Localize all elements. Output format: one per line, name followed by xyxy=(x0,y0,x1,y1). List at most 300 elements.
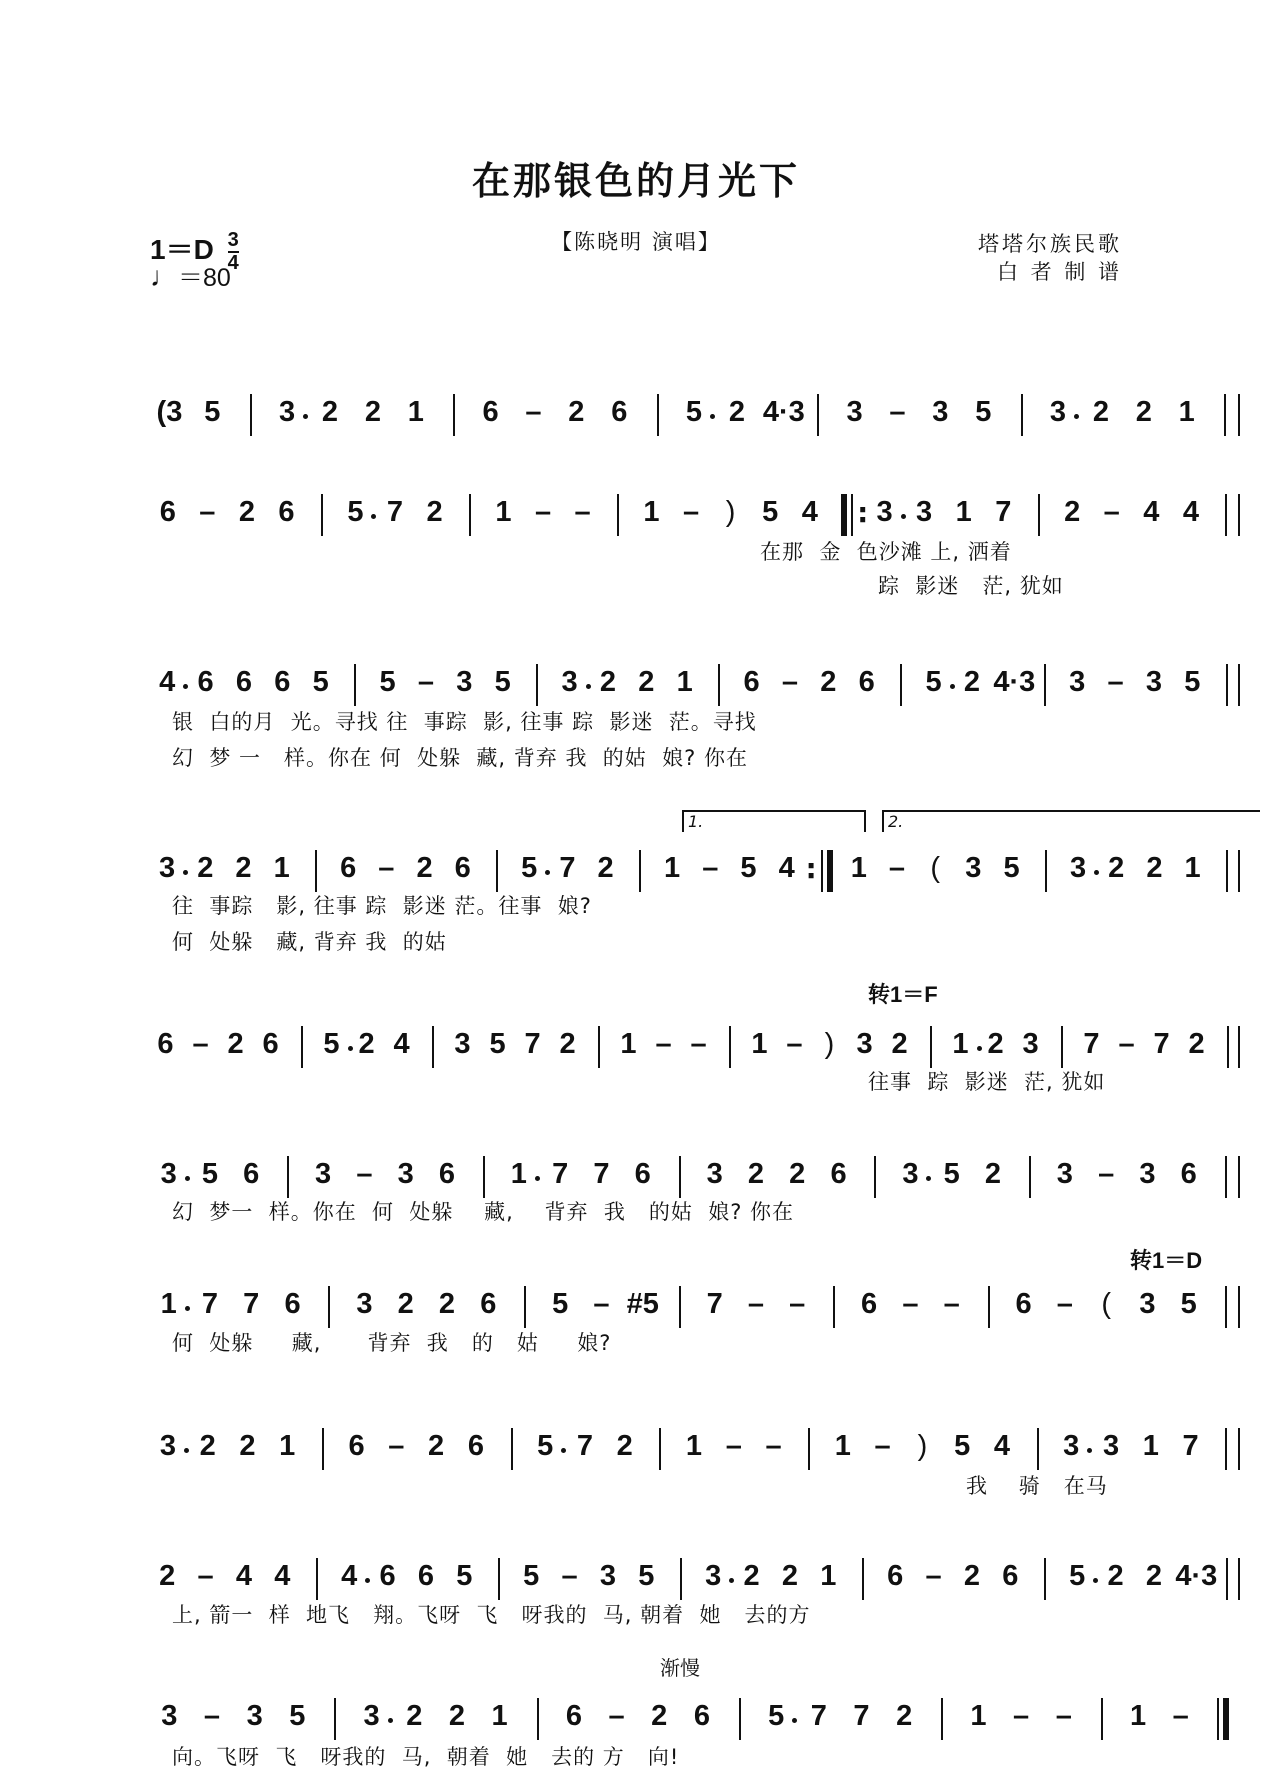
note: 2 xyxy=(364,396,381,428)
sustain-dash: – xyxy=(197,1560,214,1592)
note: 1 xyxy=(955,496,972,528)
note: 5 xyxy=(379,666,396,698)
note: 3 xyxy=(965,852,982,884)
barline xyxy=(659,1428,661,1470)
note: 5 xyxy=(521,852,538,884)
note: 4·3 xyxy=(993,666,1036,698)
lyric-row-4-verse-1: 往 事踪 影, 往事 踪 影迷 茫。往事 娘? xyxy=(172,894,592,918)
note: 2 xyxy=(896,1700,913,1732)
note: 4 xyxy=(993,1430,1011,1462)
note: 6 xyxy=(438,1158,456,1190)
note: 2 xyxy=(235,852,252,884)
note: 7 xyxy=(995,496,1012,528)
note: 3 xyxy=(1049,396,1067,428)
note: 3 xyxy=(876,496,893,528)
note: 7 xyxy=(201,1288,218,1320)
note: 1 xyxy=(970,1700,987,1732)
modulation-to-f: 转1＝F xyxy=(868,982,938,1007)
note: 6 xyxy=(830,1158,847,1190)
note: 6 xyxy=(379,1560,396,1592)
barline xyxy=(328,1286,330,1328)
barline xyxy=(1225,494,1227,536)
note: 6 xyxy=(284,1288,301,1320)
note: 3 xyxy=(1069,852,1087,884)
barline xyxy=(941,1698,943,1740)
note: 6 xyxy=(235,666,253,698)
note: 1 xyxy=(952,1028,969,1060)
note: 3 xyxy=(161,1700,178,1732)
note: 1 xyxy=(820,1560,837,1592)
barline xyxy=(817,394,819,436)
score-row-8 xyxy=(148,1418,1199,1470)
note: 5 xyxy=(204,396,221,428)
score-row-4 xyxy=(148,840,1201,892)
sustain-dash: – xyxy=(593,1288,610,1320)
note: 3 xyxy=(1139,1288,1156,1320)
note: 3 xyxy=(1145,666,1163,698)
barline xyxy=(536,664,538,706)
song-origin: 塔塔尔族民歌 xyxy=(978,232,1122,256)
note: 2 xyxy=(559,1028,576,1060)
note: 6 xyxy=(262,1028,279,1060)
repeat-end-barline xyxy=(811,850,833,892)
note: 5 xyxy=(552,1288,569,1320)
note: 2 xyxy=(599,666,617,698)
note: 3 xyxy=(454,1028,471,1060)
note: 3 xyxy=(159,852,176,884)
note: 6 xyxy=(634,1158,651,1190)
barline-end xyxy=(1238,1286,1240,1328)
lyric-row-6: 幻 梦一 样。你在 何 处躲 藏, 背弃 我 的姑 娘? 你在 xyxy=(172,1200,795,1224)
barline xyxy=(316,1558,318,1600)
note: 3 xyxy=(916,496,933,528)
note: 6 xyxy=(861,1288,878,1320)
barline xyxy=(321,494,323,536)
note: 4·3 xyxy=(1175,1560,1218,1592)
note: 2 xyxy=(568,396,585,428)
barline xyxy=(657,394,659,436)
barline xyxy=(354,664,356,706)
barline xyxy=(537,1698,539,1740)
note: 6 xyxy=(274,666,291,698)
note: 2 xyxy=(1188,1028,1205,1060)
note: 2 xyxy=(199,1430,216,1462)
note: 1 xyxy=(620,1028,637,1060)
note: 6 xyxy=(611,396,628,428)
note: 6 xyxy=(197,666,214,698)
note: 5 xyxy=(1069,1560,1086,1592)
barline xyxy=(496,850,498,892)
note: 2 xyxy=(638,666,655,698)
barline xyxy=(1044,664,1046,706)
sustain-dash: – xyxy=(388,1430,405,1462)
barline xyxy=(250,394,252,436)
note: 2 xyxy=(428,1430,445,1462)
note: 6 xyxy=(348,1430,365,1462)
volta-1: 1. xyxy=(682,810,866,832)
lyric-row-4-verse-2: 何 处躲 藏, 背弃 我 的姑 xyxy=(172,930,447,954)
lyric-row-10: 向。飞呀 飞 呀我的 马, 朝着 她 去的 方 向! xyxy=(172,1745,680,1769)
note: 6 xyxy=(454,852,471,884)
sustain-dash: – xyxy=(786,1028,803,1060)
note: 4·3 xyxy=(762,396,805,428)
note: 1 xyxy=(407,396,424,428)
barline-end xyxy=(1238,1428,1240,1470)
note: 3 xyxy=(706,1158,723,1190)
note: 2 xyxy=(1107,1560,1124,1592)
sustain-dash: – xyxy=(902,1288,919,1320)
note: 2 xyxy=(1108,852,1125,884)
barline-end xyxy=(1238,494,1240,536)
note: 4 xyxy=(393,1028,410,1060)
note: 3 xyxy=(599,1560,617,1592)
sustain-dash: – xyxy=(682,496,700,528)
note: 7 xyxy=(552,1158,569,1190)
barline xyxy=(287,1156,289,1198)
note: 3 xyxy=(363,1700,380,1732)
barline xyxy=(617,494,619,536)
note: 5 xyxy=(1184,666,1201,698)
barline xyxy=(1061,1026,1063,1068)
note: 2 xyxy=(358,1028,375,1060)
note: 3 xyxy=(1022,1028,1039,1060)
note: 2 xyxy=(743,1560,760,1592)
lyric-row-7: 何 处躲 藏, 背弃 我 的 姑 娘? xyxy=(172,1331,612,1355)
note: 3 xyxy=(456,666,473,698)
sustain-dash: – xyxy=(702,852,719,884)
sustain-dash: – xyxy=(747,1288,764,1320)
barline xyxy=(1226,850,1228,892)
note: 5 xyxy=(489,1028,506,1060)
time-denominator: 4 xyxy=(227,251,239,274)
sustain-dash: – xyxy=(203,1700,221,1732)
note: 2 xyxy=(1146,852,1163,884)
sustain-dash: – xyxy=(199,496,216,528)
note: 7 xyxy=(810,1700,827,1732)
note: 5 xyxy=(685,396,703,428)
note: 5 xyxy=(975,396,992,428)
note: 6 xyxy=(565,1700,582,1732)
barline xyxy=(930,1026,932,1068)
barline xyxy=(1021,394,1023,436)
note: 5 xyxy=(537,1430,554,1462)
note: 1 xyxy=(685,1430,703,1462)
repeat-start-barline xyxy=(841,494,863,536)
note: 6 xyxy=(340,852,357,884)
note: 3 xyxy=(561,666,578,698)
singer-credit: 【陈晓明 演唱】 xyxy=(551,230,721,254)
tempo-mark xyxy=(150,258,231,294)
note: 2 xyxy=(238,496,255,528)
note: 4 xyxy=(778,852,795,884)
sustain-dash: – xyxy=(725,1430,742,1462)
note: 4 xyxy=(159,666,176,698)
score-row-2 xyxy=(148,484,1199,536)
note: 2 xyxy=(159,1560,176,1592)
note: 7 xyxy=(1153,1028,1170,1060)
note: 5 xyxy=(289,1700,306,1732)
sustain-dash: – xyxy=(1013,1700,1030,1732)
note: 4 xyxy=(274,1560,291,1592)
note: 1 xyxy=(1178,396,1195,428)
note: 1 xyxy=(1184,852,1201,884)
barline xyxy=(469,494,471,536)
barline xyxy=(1038,494,1040,536)
note: 1 xyxy=(1129,1700,1147,1732)
note: 2 xyxy=(1145,1560,1163,1592)
sustain-dash: – xyxy=(608,1700,625,1732)
note: 7 xyxy=(853,1700,870,1732)
barline xyxy=(1226,1558,1228,1600)
lyric-row-2-verse-2: 踪 影迷 茫, 犹如 xyxy=(878,574,1064,598)
sustain-dash: – xyxy=(765,1430,782,1462)
note: 3 xyxy=(1139,1158,1156,1190)
note: 5 xyxy=(762,496,779,528)
note: 1 xyxy=(663,852,681,884)
sustain-dash: – xyxy=(525,396,542,428)
note: 3 xyxy=(356,1288,373,1320)
note: 5 xyxy=(768,1700,785,1732)
note: 2 xyxy=(728,396,745,428)
note: 2 xyxy=(963,666,981,698)
score-row-6 xyxy=(148,1146,1197,1198)
note: 3 xyxy=(856,1028,873,1060)
note: 3 xyxy=(902,1158,919,1190)
final-barline xyxy=(1217,1698,1229,1740)
time-numerator: 3 xyxy=(227,228,239,251)
note: 3 xyxy=(397,1158,414,1190)
interlude-paren: ) xyxy=(917,1430,928,1462)
note: 6 xyxy=(858,666,875,698)
sustain-dash: – xyxy=(943,1288,960,1320)
note: 2 xyxy=(438,1288,456,1320)
note: 6 xyxy=(1002,1560,1019,1592)
lyric-row-2-verse-1: 在那 金 色沙滩 上, 洒着 xyxy=(760,540,1012,564)
barline xyxy=(900,664,902,706)
note: 1 xyxy=(510,1158,527,1190)
note: 5 xyxy=(740,852,757,884)
note: 1 xyxy=(273,852,290,884)
note: 2 xyxy=(789,1158,806,1190)
barline xyxy=(498,1558,500,1600)
barline-end xyxy=(1238,664,1240,706)
note: 2 xyxy=(239,1430,256,1462)
lyric-row-5: 往事 踪 影迷 茫, 犹如 xyxy=(868,1070,1106,1094)
note: 6 xyxy=(693,1700,710,1732)
sustain-dash: – xyxy=(874,1430,891,1462)
barline xyxy=(511,1428,513,1470)
sustain-dash: – xyxy=(925,1560,942,1592)
lyric-row-8: 我 骑 在马 xyxy=(966,1474,1108,1498)
note: 6 xyxy=(480,1288,497,1320)
score-row-3 xyxy=(148,654,1201,706)
sustain-dash: – xyxy=(534,496,552,528)
arranger-credit: 白 者 制 谱 xyxy=(996,260,1122,284)
note: 4 xyxy=(801,496,818,528)
sustain-dash: – xyxy=(888,852,906,884)
note: 2 xyxy=(1135,396,1152,428)
note: 6 xyxy=(278,496,295,528)
note: 2 xyxy=(781,1560,799,1592)
note: 1 xyxy=(160,1288,177,1320)
sustain-dash: – xyxy=(417,666,435,698)
barline xyxy=(598,1026,600,1068)
barline xyxy=(1101,1698,1103,1740)
note: 3 xyxy=(315,1158,332,1190)
note: 5 xyxy=(954,1430,971,1462)
note: 7 xyxy=(386,496,404,528)
barline xyxy=(988,1286,990,1328)
note: 4 xyxy=(235,1560,253,1592)
barline xyxy=(1226,664,1228,706)
note: 1 xyxy=(643,496,660,528)
barline xyxy=(524,1286,526,1328)
note: 5 xyxy=(323,1028,340,1060)
note: #5 xyxy=(626,1288,659,1320)
barline xyxy=(1044,1558,1046,1600)
note: 2 xyxy=(651,1700,668,1732)
note: 7 xyxy=(706,1288,723,1320)
barline-end xyxy=(1238,1026,1240,1068)
sustain-dash: – xyxy=(378,852,395,884)
barline xyxy=(334,1698,336,1740)
barline xyxy=(862,1558,864,1600)
barline xyxy=(739,1698,741,1740)
note: 5 xyxy=(925,666,942,698)
sustain-dash: – xyxy=(192,1028,209,1060)
barline xyxy=(679,1156,681,1198)
barline xyxy=(483,1156,485,1198)
barline-end xyxy=(1238,1558,1240,1600)
note: 2 xyxy=(963,1560,981,1592)
note: 3 xyxy=(932,396,949,428)
interlude-paren: ) xyxy=(725,496,736,528)
note: 2 xyxy=(747,1158,764,1190)
note: 3 xyxy=(846,396,863,428)
note: (3 xyxy=(156,396,183,428)
barline xyxy=(679,1286,681,1328)
note: 5 xyxy=(1180,1288,1197,1320)
note: 1 xyxy=(1142,1430,1159,1462)
barline xyxy=(1225,1428,1227,1470)
note: 5 xyxy=(201,1158,218,1190)
barline xyxy=(1227,1026,1229,1068)
sustain-dash: – xyxy=(1172,1700,1189,1732)
interlude-paren: ( xyxy=(930,852,940,884)
barline xyxy=(808,1428,810,1470)
lyric-row-3-verse-1: 银 白的月 光。寻找 往 事踪 影, 往事 踪 影迷 茫。寻找 xyxy=(172,710,757,734)
sustain-dash: – xyxy=(1118,1028,1135,1060)
note: 3 xyxy=(160,1158,177,1190)
interlude-paren: ) xyxy=(824,1028,835,1060)
key-text: 1＝D xyxy=(150,234,214,265)
sustain-dash: – xyxy=(1055,1700,1072,1732)
note: 2 xyxy=(448,1700,465,1732)
note: 2 xyxy=(820,666,837,698)
note: 3 xyxy=(246,1700,263,1732)
note: 1 xyxy=(495,496,512,528)
note: 2 xyxy=(1092,396,1109,428)
tempo-value: ＝80 xyxy=(178,264,231,292)
note: 6 xyxy=(482,396,499,428)
note: 2 xyxy=(397,1288,414,1320)
sustain-dash: – xyxy=(574,496,591,528)
note: 1 xyxy=(491,1700,508,1732)
note: 2 xyxy=(891,1028,908,1060)
sustain-dash: – xyxy=(781,666,799,698)
barline xyxy=(639,850,641,892)
score-row-10 xyxy=(148,1688,1189,1740)
barline xyxy=(680,1558,682,1600)
note: 7 xyxy=(243,1288,260,1320)
note: 7 xyxy=(593,1158,610,1190)
note: 3 xyxy=(1056,1158,1073,1190)
sustain-dash: – xyxy=(356,1158,373,1190)
note: 3 xyxy=(279,396,296,428)
score-row-7 xyxy=(148,1276,1197,1328)
note: 5 xyxy=(1003,852,1020,884)
sustain-dash: – xyxy=(889,396,906,428)
note: 7 xyxy=(559,852,576,884)
song-title: 在那银色的月光下 xyxy=(471,158,800,203)
note: 7 xyxy=(576,1430,593,1462)
note: 2 xyxy=(426,496,443,528)
volta-2: 2. xyxy=(882,810,1260,832)
note: 2 xyxy=(616,1430,633,1462)
note: 6 xyxy=(243,1158,260,1190)
score-row-5 xyxy=(148,1016,1205,1068)
lyric-row-3-verse-2: 幻 梦 一 样。你在 何 处躲 藏, 背弃 我 的姑 娘? 你在 xyxy=(172,746,748,770)
note: 5 xyxy=(347,496,364,528)
note: 2 xyxy=(1064,496,1081,528)
note: 5 xyxy=(523,1560,540,1592)
note: 5 xyxy=(456,1560,473,1592)
barline xyxy=(1225,1286,1227,1328)
interlude-paren: ( xyxy=(1101,1288,1111,1320)
note: 3 xyxy=(159,1430,176,1462)
sustain-dash: – xyxy=(561,1560,578,1592)
barline xyxy=(833,1286,835,1328)
note: 1 xyxy=(279,1430,296,1462)
note: 5 xyxy=(638,1560,655,1592)
sustain-dash: – xyxy=(1056,1288,1073,1320)
barline xyxy=(453,394,455,436)
barline xyxy=(1037,1428,1039,1470)
note: 4 xyxy=(341,1560,358,1592)
note: 6 xyxy=(743,666,760,698)
note: 1 xyxy=(751,1028,768,1060)
barline xyxy=(1029,1156,1031,1198)
barline xyxy=(874,1156,876,1198)
note: 6 xyxy=(159,496,176,528)
note: 1 xyxy=(834,1430,851,1462)
note: 3 xyxy=(1069,666,1086,698)
sustain-dash: – xyxy=(1107,666,1124,698)
note: 6 xyxy=(417,1560,435,1592)
sustain-dash: – xyxy=(789,1288,806,1320)
quarter-note-icon: ♩ xyxy=(150,261,178,292)
note: 2 xyxy=(416,852,433,884)
lyric-row-9: 上, 箭一 样 地飞 翔。飞呀 飞 呀我的 马, 朝着 她 去的方 xyxy=(172,1603,811,1627)
note: 6 xyxy=(157,1028,174,1060)
note: 5 xyxy=(312,666,329,698)
barline-end xyxy=(1238,394,1240,436)
note: 6 xyxy=(467,1430,484,1462)
modulation-to-d: 转1＝D xyxy=(1130,1248,1203,1273)
barline xyxy=(301,1026,303,1068)
note: 1 xyxy=(850,852,867,884)
note: 2 xyxy=(406,1700,423,1732)
